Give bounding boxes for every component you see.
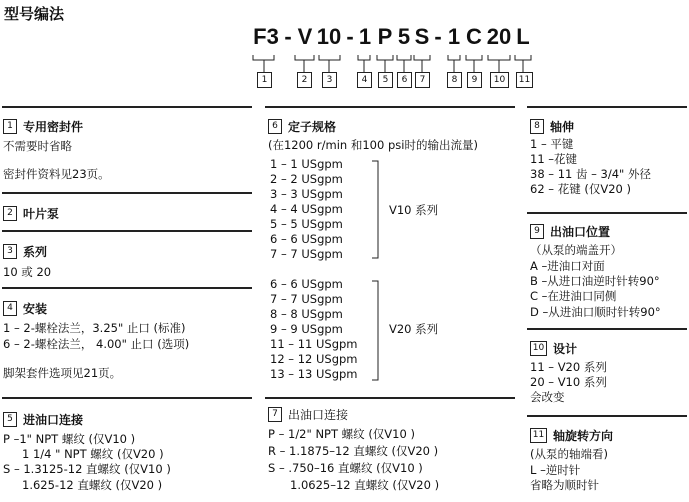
stator-size-row: 7 – 7 USgpm bbox=[270, 292, 343, 306]
section-number: 1 bbox=[3, 119, 17, 134]
series-label-v20: V20 系列 bbox=[389, 322, 439, 336]
section-1-header bbox=[3, 116, 83, 135]
section-8-header bbox=[530, 116, 574, 135]
stator-size-row: 6 – 6 USgpm bbox=[270, 232, 343, 246]
stator-size-row: 7 – 7 USgpm bbox=[270, 247, 343, 261]
code-number-box: 3 bbox=[322, 72, 337, 88]
section-9-line: B –从进口油逆时针转90° bbox=[530, 274, 660, 288]
bracket-v10 bbox=[372, 160, 386, 260]
bracket-v20 bbox=[372, 280, 386, 382]
section-11-header bbox=[530, 425, 613, 444]
section-9-line: C –在进油口同侧 bbox=[530, 289, 617, 303]
code-number-box: 5 bbox=[378, 72, 393, 88]
section-3-line: 10 或 20 bbox=[3, 265, 52, 279]
section-9-line: （从泵的端盖开） bbox=[530, 243, 622, 257]
series-label-v10: V10 系列 bbox=[389, 203, 439, 217]
section-title: 进油口连接 bbox=[23, 413, 84, 427]
section-rule bbox=[265, 106, 515, 108]
code-v: V bbox=[297, 24, 313, 49]
code-number-box: 9 bbox=[467, 72, 482, 88]
section-5-line: S – 1.3125-12 直螺纹 (仅V10 ) bbox=[3, 462, 171, 476]
stator-size-row: 12 – 12 USgpm bbox=[270, 352, 358, 366]
section-2-header bbox=[3, 203, 59, 222]
section-7-line: R – 1.1875–12 直螺纹 (仅V20 ) bbox=[268, 444, 439, 458]
section-4-header bbox=[3, 298, 47, 317]
code-connector-lines bbox=[0, 0, 689, 100]
section-rule bbox=[2, 287, 252, 289]
stator-size-row: 6 – 6 USgpm bbox=[270, 277, 343, 291]
code-number-box: 2 bbox=[297, 72, 312, 88]
section-rule bbox=[2, 230, 252, 232]
code-number-box: 10 bbox=[490, 72, 509, 88]
section-number: 6 bbox=[268, 119, 282, 134]
stator-size-row: 9 – 9 USgpm bbox=[270, 322, 343, 336]
section-5-line: 1.625-12 直螺纹 (仅V20 ) bbox=[22, 478, 163, 492]
page-title: 型号编法 bbox=[4, 5, 65, 23]
section-3-header bbox=[3, 241, 47, 260]
code-s: S bbox=[414, 24, 430, 49]
section-rule bbox=[527, 415, 687, 417]
section-8-line: 11 –花键 bbox=[530, 152, 578, 166]
section-rule bbox=[2, 397, 252, 399]
section-title: 系列 bbox=[23, 245, 48, 259]
section-5-line: P –1" NPT 螺纹 (仅V10 ) bbox=[3, 432, 136, 446]
section-rule bbox=[527, 328, 687, 330]
code-c: C bbox=[466, 24, 482, 49]
code-20: 20 bbox=[486, 24, 512, 49]
code-dash: - bbox=[434, 24, 442, 49]
section-4-line: 6 – 2-螺栓法兰， 4.00" 止口 (选项) bbox=[3, 337, 190, 351]
code-f3: F3 bbox=[253, 24, 279, 49]
section-4-line: 1 – 2-螺栓法兰，3.25" 止口 (标准) bbox=[3, 321, 186, 335]
section-number: 3 bbox=[3, 244, 17, 259]
section-11-line: (从泵的轴端看) bbox=[530, 447, 608, 461]
section-9-header bbox=[530, 221, 610, 240]
section-6-subtitle: (在1200 r/min 和100 psi时的输出流量) bbox=[268, 138, 478, 152]
section-5-line: 1 1/4 " NPT 螺纹 (仅V20 ) bbox=[22, 447, 164, 461]
section-rule bbox=[2, 192, 252, 194]
section-rule bbox=[527, 106, 687, 108]
section-title: 出油口位置 bbox=[550, 225, 611, 239]
section-7-header bbox=[268, 404, 348, 423]
section-11-line: L –逆时针 bbox=[530, 463, 581, 477]
stator-size-row: 13 – 13 USgpm bbox=[270, 367, 358, 381]
code-dash: - bbox=[346, 24, 354, 49]
section-4-line: 脚架套件选项见21页。 bbox=[3, 366, 122, 380]
stator-size-row: 8 – 8 USgpm bbox=[270, 307, 343, 321]
stator-size-row: 2 – 2 USgpm bbox=[270, 172, 343, 186]
section-rule bbox=[265, 397, 515, 399]
section-title: 安装 bbox=[23, 302, 48, 316]
stator-size-row: 5 – 5 USgpm bbox=[270, 217, 343, 231]
section-number: 11 bbox=[530, 428, 547, 443]
code-p: P bbox=[377, 24, 393, 49]
section-7-line: P – 1/2" NPT 螺纹 (仅V10 ) bbox=[268, 427, 415, 441]
stator-size-row: 4 – 4 USgpm bbox=[270, 202, 343, 216]
section-number: 9 bbox=[530, 224, 544, 239]
code-dash: - bbox=[284, 24, 292, 49]
section-title: 定子规格 bbox=[288, 120, 337, 134]
section-title: 专用密封件 bbox=[23, 120, 84, 134]
section-10-line: 会改变 bbox=[530, 390, 565, 404]
section-10-header bbox=[530, 338, 577, 357]
code-number-box: 7 bbox=[415, 72, 430, 88]
section-1-line: 密封件资料见23页。 bbox=[3, 167, 110, 181]
code-l: L bbox=[516, 24, 530, 49]
code-5: 5 bbox=[397, 24, 411, 49]
code-10: 10 bbox=[316, 24, 342, 49]
section-9-line: A –进油口对面 bbox=[530, 259, 605, 273]
stator-size-row: 11 – 11 USgpm bbox=[270, 337, 358, 351]
section-5-header bbox=[3, 409, 83, 428]
section-rule bbox=[2, 106, 252, 108]
section-title: 轴伸 bbox=[550, 120, 575, 134]
code-number-box: 11 bbox=[516, 72, 533, 88]
section-number: 7 bbox=[268, 407, 282, 422]
section-8-line: 38 – 11 齿 – 3/4" 外径 bbox=[530, 167, 651, 181]
section-number: 4 bbox=[3, 301, 17, 316]
section-10-line: 11 – V20 系列 bbox=[530, 360, 607, 374]
section-9-line: D –从进油口顺时针转90° bbox=[530, 305, 661, 319]
section-number: 8 bbox=[530, 119, 544, 134]
section-rule bbox=[527, 212, 687, 214]
section-7-line: 1.0625–12 直螺纹 (仅V20 ) bbox=[290, 478, 440, 492]
section-title: 出油口连接 bbox=[288, 408, 349, 422]
section-title: 设计 bbox=[553, 342, 578, 356]
code-1: 1 bbox=[447, 24, 461, 49]
code-number-box: 6 bbox=[397, 72, 412, 88]
section-1-line: 不需要时省略 bbox=[3, 139, 72, 153]
code-number-box: 1 bbox=[257, 72, 272, 88]
section-8-line: 1 – 平键 bbox=[530, 137, 574, 151]
section-title: 叶片泵 bbox=[23, 207, 60, 221]
stator-size-row: 3 – 3 USgpm bbox=[270, 187, 343, 201]
section-10-line: 20 – V10 系列 bbox=[530, 375, 607, 389]
section-8-line: 62 – 花键 (仅V20 ) bbox=[530, 182, 631, 196]
section-number: 2 bbox=[3, 206, 17, 221]
section-6-header bbox=[268, 116, 336, 135]
code-number-box: 8 bbox=[447, 72, 462, 88]
section-number: 5 bbox=[3, 412, 17, 427]
stator-size-row: 1 – 1 USgpm bbox=[270, 157, 343, 171]
code-1: 1 bbox=[358, 24, 372, 49]
section-11-line: 省略为顺时针 bbox=[530, 478, 599, 492]
code-number-box: 4 bbox=[357, 72, 372, 88]
section-number: 10 bbox=[530, 341, 547, 356]
section-title: 轴旋转方向 bbox=[553, 429, 614, 443]
section-7-line: S – .750–16 直螺纹 (仅V10 ) bbox=[268, 461, 423, 475]
